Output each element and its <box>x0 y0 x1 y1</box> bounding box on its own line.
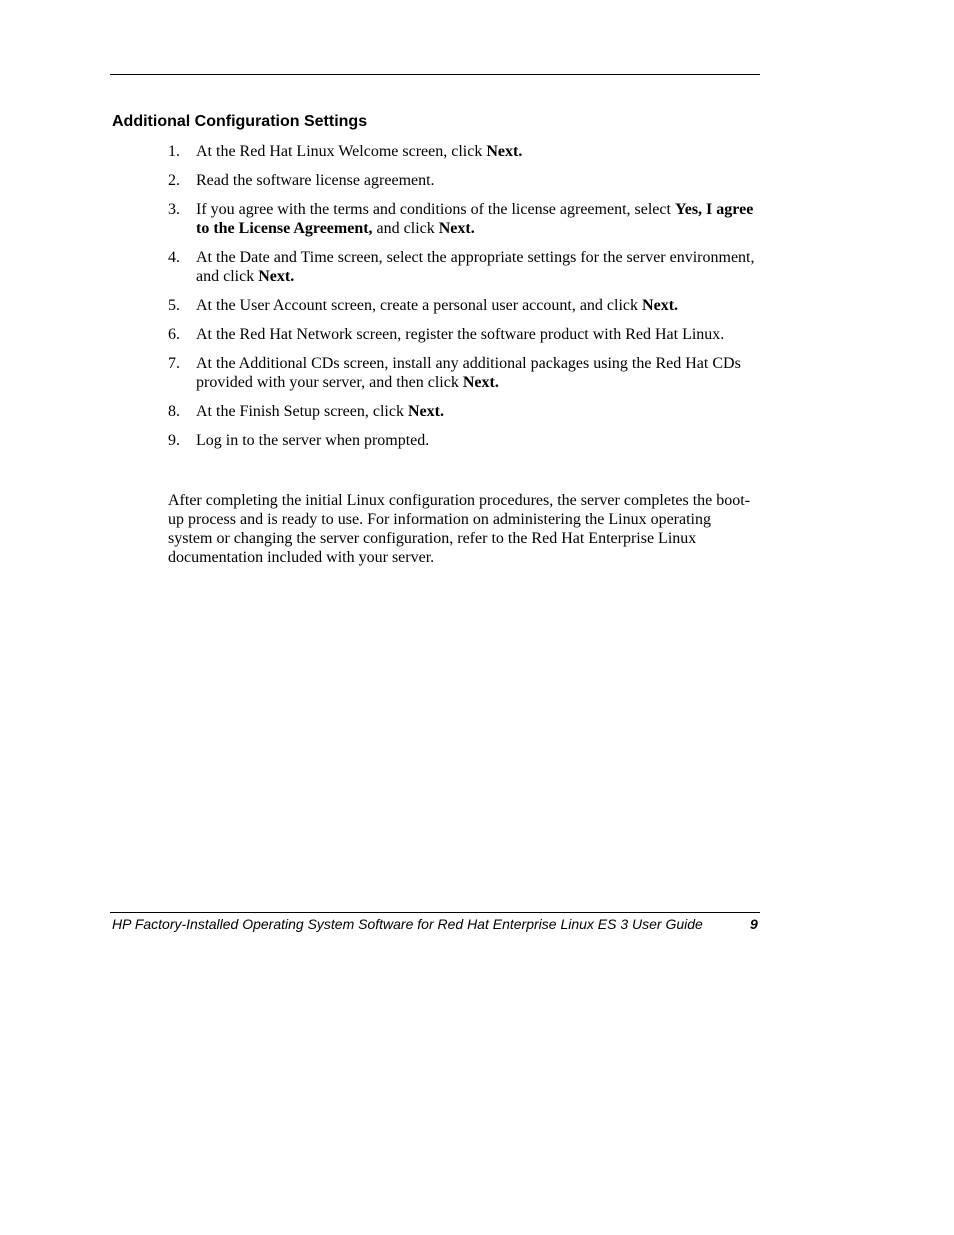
step-number: 6. <box>168 326 180 343</box>
closing-paragraph: After completing the initial Linux configuration procedures, the server completes the boot-up process and is ready to use. For information on administering the Linux operating system or changing the server configuration, refer to the Red Hat Enterprise Linux documentation included with your server. <box>168 492 751 566</box>
list-item <box>168 142 758 161</box>
step-text <box>196 143 522 160</box>
list-item <box>168 171 758 190</box>
list-item <box>168 296 758 315</box>
step-emphasis: Next. <box>462 374 499 391</box>
step-emphasis: Next. <box>642 297 679 314</box>
step-number: 4. <box>168 249 180 266</box>
step-emphasis: Next. <box>438 220 475 237</box>
step-text-run: At the User Account screen, create a personal user account, and click <box>196 297 643 314</box>
step-number: 2. <box>168 172 180 189</box>
step-text <box>196 249 755 285</box>
header-rule <box>110 74 760 75</box>
list-item <box>168 325 758 344</box>
step-emphasis: Next. <box>258 268 295 285</box>
step-text-run: Log in to the server when prompted. <box>196 432 430 449</box>
step-text <box>196 403 444 420</box>
step-text-run: If you agree with the terms and conditions of the license agreement, select <box>196 201 675 218</box>
step-text <box>196 326 724 343</box>
step-number: 9. <box>168 432 180 449</box>
footer-title: HP Factory-Installed Operating System Software for Red Hat Enterprise Linux ES 3 User Guide <box>112 916 703 932</box>
step-text-run: At the Red Hat Network screen, register the software product with Red Hat Linux. <box>196 326 725 343</box>
step-text <box>196 297 678 314</box>
list-item <box>168 248 758 286</box>
step-text-run: Read the software license agreement. <box>196 172 435 189</box>
footer-rule <box>110 912 760 913</box>
list-item <box>168 431 758 450</box>
step-text-run: At the Additional CDs screen, install any additional packages using the Red Hat CDs provided with your server, and then click <box>196 355 741 391</box>
step-emphasis: Next. <box>486 143 523 160</box>
section-heading: Additional Configuration Settings <box>112 113 368 130</box>
step-text <box>196 432 429 449</box>
step-emphasis: Yes, I agree to the License Agreement, <box>196 201 754 237</box>
page-number: 9 <box>750 916 758 932</box>
steps-list <box>168 142 758 460</box>
step-number: 8. <box>168 403 180 420</box>
step-text-run: At the Date and Time screen, select the appropriate settings for the server environment, and click <box>196 249 755 285</box>
list-item <box>168 200 758 238</box>
step-number: 1. <box>168 143 180 160</box>
step-text-run: At the Finish Setup screen, click <box>196 403 408 420</box>
step-text-run: and click <box>372 220 439 237</box>
step-number: 3. <box>168 201 180 218</box>
step-text <box>196 201 753 237</box>
list-item <box>168 402 758 421</box>
step-text <box>196 172 435 189</box>
step-emphasis: Next. <box>407 403 444 420</box>
step-text <box>196 355 741 391</box>
step-number: 7. <box>168 355 180 372</box>
list-item <box>168 354 758 392</box>
step-text-run: At the Red Hat Linux Welcome screen, click <box>196 143 487 160</box>
step-number: 5. <box>168 297 180 314</box>
